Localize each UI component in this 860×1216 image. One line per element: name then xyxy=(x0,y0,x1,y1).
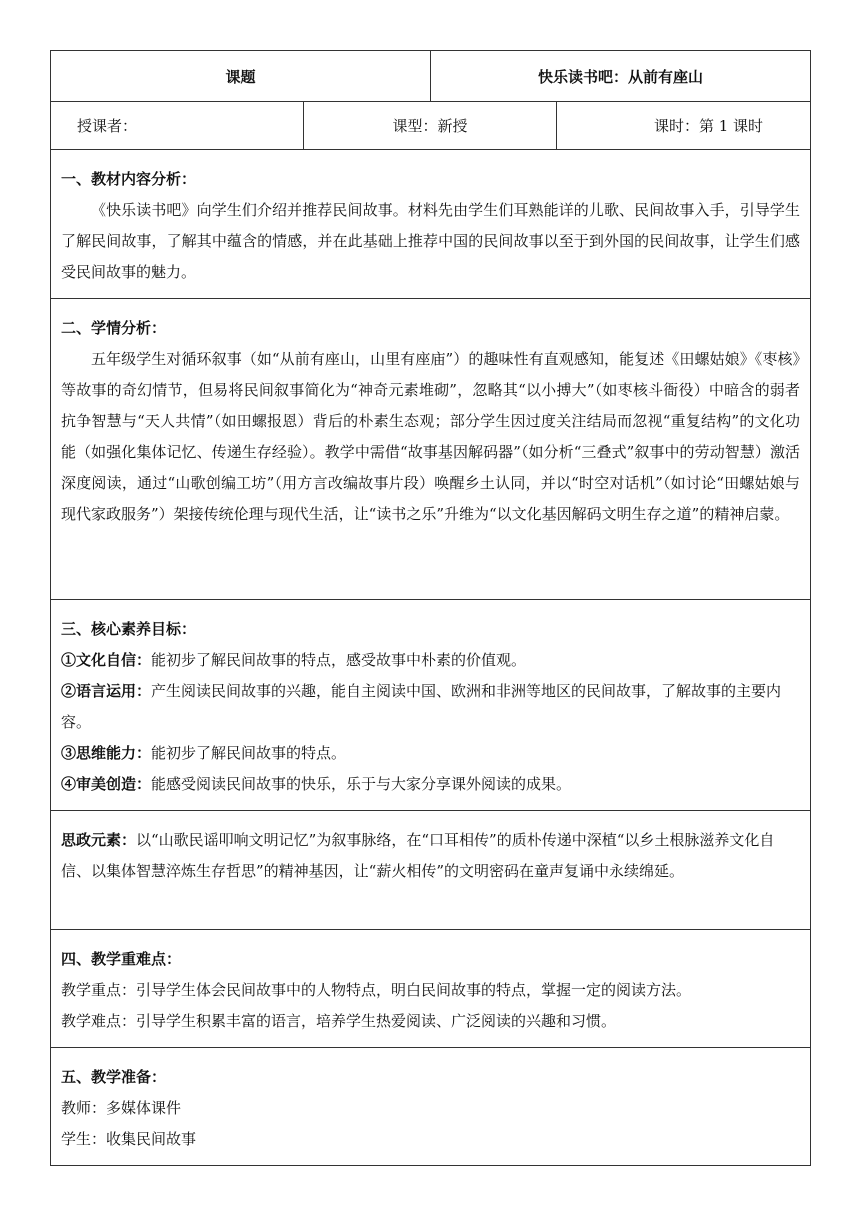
section-ideological-elements xyxy=(51,811,811,930)
lesson-title: 快乐读书吧：从前有座山 xyxy=(431,51,811,102)
lesson-plan xyxy=(50,50,810,1166)
lesson-type-cell: 课型：新授 xyxy=(304,102,557,150)
student-preparation: 学生：收集民间故事 xyxy=(61,1130,197,1148)
meta-row xyxy=(51,102,811,150)
teacher-preparation: 教师：多媒体课件 xyxy=(61,1099,182,1117)
section-title: 五、教学准备： xyxy=(61,1068,167,1086)
goal-label: ④审美创造： xyxy=(61,775,152,793)
goal-label: ②语言运用： xyxy=(61,682,152,700)
lesson-plan-table xyxy=(50,50,811,1166)
difficult-point: 教学难点：引导学生积累丰富的语言，培养学生热爱阅读、广泛阅读的兴趣和习惯。 xyxy=(61,1012,617,1030)
section-title: 三、核心素养目标： xyxy=(61,620,197,638)
goal-item xyxy=(61,645,800,676)
section-body: 五年级学生对循环叙事（如“从前有座山，山里有座庙”）的趣味性有直观感知，能复述《田螺姑娘》《枣核》等故事的奇幻情节，但易将民间叙事简化为“神奇元素堆砌”，忽略其“以小搏大”（如枣核斗衙役）中暗含的弱者抗争智慧与“天人共情”（如田螺报恩）背后的朴素生态观；部分学生因过度关注结局而忽视“重复结构”的文化功能（如强化集体记忆、传递生存经验）。教学中需借“故事基因解码器”（如分析“三叠式”叙事中的劳动智慧）激活深度阅读，通过“山歌创编工坊”（用方言改编故事片段）唤醒乡土认同，并以“时空对话机”（如讨论“田螺姑娘与现代家政服务”）架接传统伦理与现代生活，让“读书之乐”升维为“以文化基因解码文明生存之道”的精神启蒙。 xyxy=(61,350,801,523)
section-key-points xyxy=(51,930,811,1048)
section-title: 四、教学重难点： xyxy=(61,950,182,968)
period-cell: 课时：第 1 课时 xyxy=(557,102,811,150)
section-body: 《快乐读书吧》向学生们介绍并推荐民间故事。材料先由学生们耳熟能详的儿歌、民间故事入手，引导学生了解民间故事，了解其中蕴含的情感，并在此基础上推荐中国的民间故事以至于到外国的民间故事，让学生们感受民间故事的魅力。 xyxy=(61,201,801,281)
section-title: 一、教材内容分析： xyxy=(61,170,197,188)
section-preparation xyxy=(51,1048,811,1166)
goal-label: ③思维能力： xyxy=(61,744,152,762)
section-title: 二、学情分析： xyxy=(61,319,167,337)
subject-label: 课题 xyxy=(51,51,431,102)
teacher-cell: 授课者： xyxy=(51,102,304,150)
goal-label: ①文化自信： xyxy=(61,651,152,669)
key-point: 教学重点：引导学生体会民间故事中的人物特点，明白民间故事的特点，掌握一定的阅读方法。 xyxy=(61,981,692,999)
goal-text: 能初步了解民间故事的特点，感受故事中朴素的价值观。 xyxy=(151,651,527,669)
goal-item xyxy=(61,676,800,738)
section-student-analysis xyxy=(51,299,811,600)
ideology-text: 以“山歌民谣叩响文明记忆”为叙事脉络，在“口耳相传”的质朴传递中深植“以乡土根脉滋养文化自信、以集体智慧淬炼生存哲思”的精神基因，让“薪火相传”的文明密码在童声复诵中永续绵延。 xyxy=(61,831,775,880)
section-content-analysis xyxy=(51,150,811,299)
goal-item xyxy=(61,738,800,769)
section-core-goals xyxy=(51,600,811,811)
goal-text: 能感受阅读民间故事的快乐，乐于与大家分享课外阅读的成果。 xyxy=(151,775,572,793)
header-row xyxy=(51,51,811,102)
goal-text: 能初步了解民间故事的特点。 xyxy=(151,744,347,762)
ideology-paragraph xyxy=(61,825,800,887)
goal-text: 产生阅读民间故事的兴趣，能自主阅读中国、欧洲和非洲等地区的民间故事，了解故事的主要内容。 xyxy=(61,682,782,731)
goal-item xyxy=(61,769,800,800)
ideology-label: 思政元素： xyxy=(61,831,137,849)
